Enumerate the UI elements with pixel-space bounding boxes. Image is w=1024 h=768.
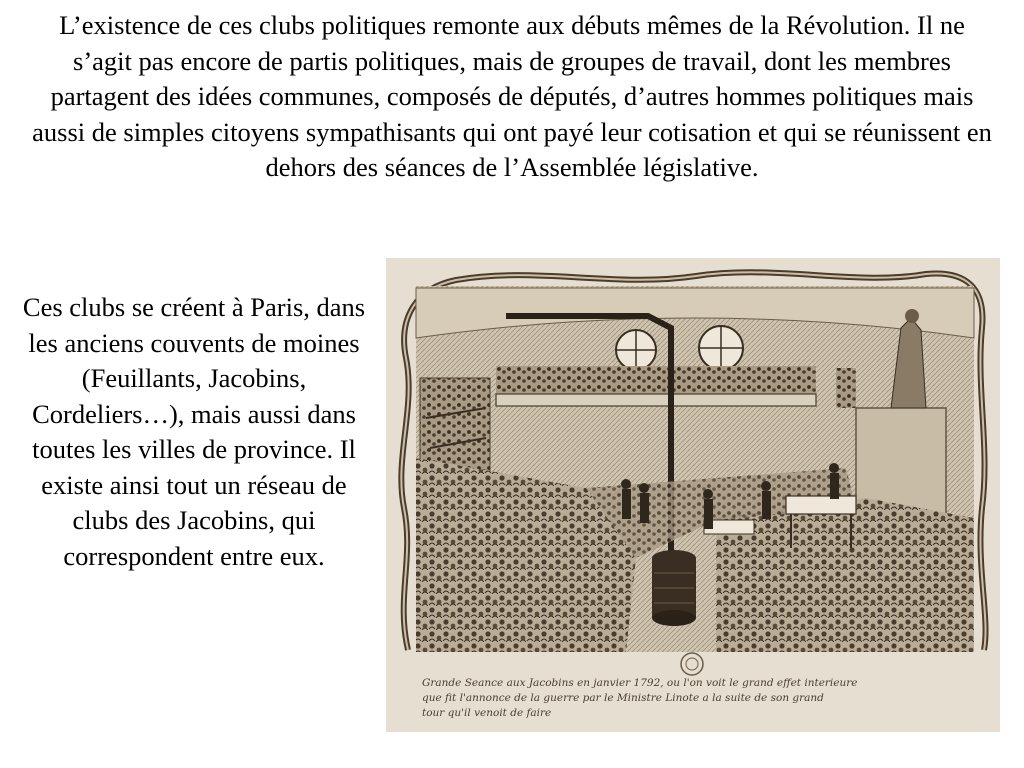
caption-line-1: Grande Seance aux Jacobins en janvier 1792, ou l'on voit le grand effet interieure: [422, 677, 858, 689]
caption-line-2: que fit l'annonce de la guerre par le Ministre Linote a la suite de son grand: [422, 692, 824, 704]
upper-gallery: [496, 366, 816, 396]
intro-paragraph: L’existence de ces clubs politiques remonte aux débuts mêmes de la Révolution. Il ne s’agit pas encore de partis politiques, mais de groupes de travail, dont les membres partagent des idées communes, composés de députés, d’autres hommes politiques mais aussi de simples citoyens sympathisants qui ont payé leur cotisation et qui se réunissent en dehors des séances de l’Assemblée législative.: [32, 10, 992, 182]
crowd-right: [716, 498, 974, 652]
jacobin-club-engraving: [386, 258, 1000, 732]
caption-line-3: tour qu'il venoit de faire: [422, 707, 552, 719]
side-paragraph: Ces clubs se créent à Paris, dans les anciens couvents de moines (Feuillants, Jacobins, Cordeliers…), mais aussi dans toutes les villes de province. Il existe ainsi tout un réseau de clubs des Jacobins, qui correspondent entre eux.: [22, 292, 366, 571]
